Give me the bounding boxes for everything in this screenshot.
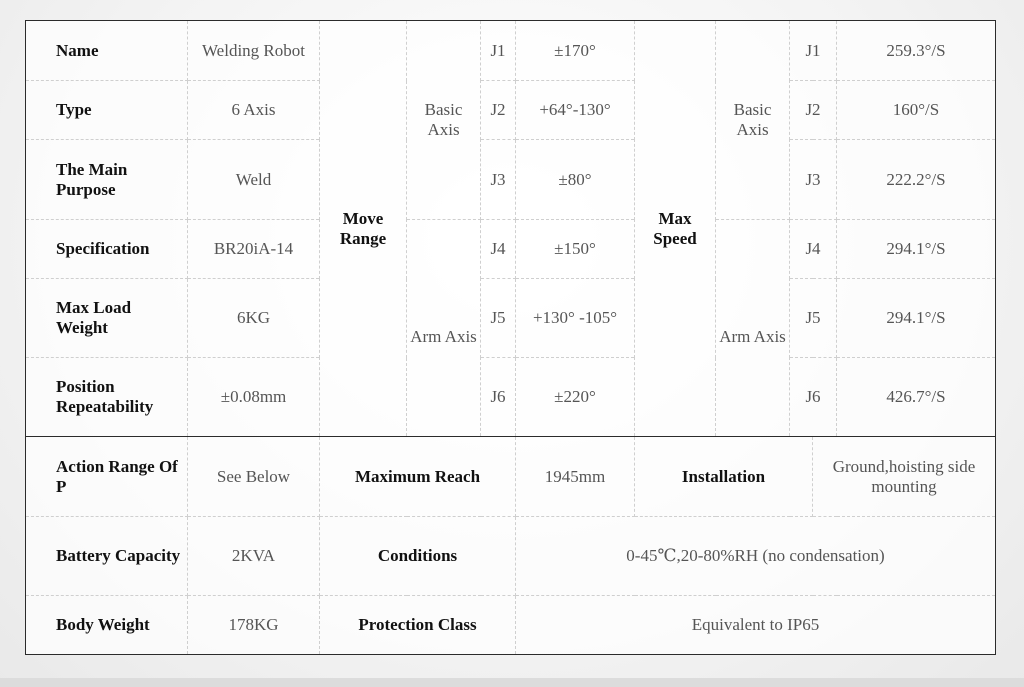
speed-joint-j4: J4 [790,220,837,279]
move-range-header: Move Range [320,21,407,437]
table-row [26,81,996,140]
label-body-weight: Body Weight [26,596,188,655]
table-row [26,140,996,220]
label-repeatability: Position Repeatability [26,358,188,437]
label-type: Type [26,81,188,140]
speed-joint-j1: J1 [790,21,837,81]
value-type: 6 Axis [188,81,320,140]
move-joint-j1: J1 [481,21,516,81]
speed-value-j5: 294.1°/S [837,279,996,358]
table-row [26,358,996,437]
speed-joint-j5: J5 [790,279,837,358]
move-joint-j3: J3 [481,140,516,220]
value-max-load: 6KG [188,279,320,358]
speed-arm-axis-label: Arm Axis [716,220,790,437]
move-value-j5: +130° -105° [516,279,635,358]
value-name: Welding Robot [188,21,320,81]
speed-joint-j6: J6 [790,358,837,437]
value-body-weight: 178KG [188,596,320,655]
table-row [26,21,996,81]
value-action-range: See Below [188,437,320,517]
table-row [26,517,996,596]
speed-value-j6: 426.7°/S [837,358,996,437]
speed-joint-j2: J2 [790,81,837,140]
label-specification: Specification [26,220,188,279]
label-max-reach: Maximum Reach [320,437,516,517]
value-protection-class: Equivalent to IP65 [516,596,996,655]
table-row [26,437,996,517]
speed-value-j4: 294.1°/S [837,220,996,279]
move-value-j1: ±170° [516,21,635,81]
label-purpose: The Main Purpose [26,140,188,220]
move-value-j3: ±80° [516,140,635,220]
move-value-j6: ±220° [516,358,635,437]
label-conditions: Conditions [320,517,516,596]
max-speed-header: Max Speed [635,21,716,437]
robot-spec-table [25,20,996,655]
table-row [26,220,996,279]
move-arm-axis-label: Arm Axis [407,220,481,437]
speed-value-j1: 259.3°/S [837,21,996,81]
move-joint-j6: J6 [481,358,516,437]
label-installation: Installation [635,437,813,517]
speed-value-j2: 160°/S [837,81,996,140]
move-value-j4: ±150° [516,220,635,279]
label-action-range: Action Range Of P [26,437,188,517]
label-protection-class: Protection Class [320,596,516,655]
table-row [26,596,996,655]
move-basic-axis-label: Basic Axis [407,21,481,220]
value-conditions: 0-45℃,20-80%RH (no condensation) [516,517,996,596]
move-joint-j2: J2 [481,81,516,140]
move-value-j2: +64°-130° [516,81,635,140]
speed-value-j3: 222.2°/S [837,140,996,220]
value-max-reach: 1945mm [516,437,635,517]
table-row [26,279,996,358]
bottom-band [0,678,1024,687]
value-installation: Ground,hoisting side mounting [813,437,996,517]
speed-joint-j3: J3 [790,140,837,220]
move-joint-j5: J5 [481,279,516,358]
value-battery: 2KVA [188,517,320,596]
value-purpose: Weld [188,140,320,220]
label-name: Name [26,21,188,81]
speed-basic-axis-label: Basic Axis [716,21,790,220]
label-max-load: Max Load Weight [26,279,188,358]
label-battery: Battery Capacity [26,517,188,596]
value-repeatability: ±0.08mm [188,358,320,437]
move-joint-j4: J4 [481,220,516,279]
value-specification: BR20iA-14 [188,220,320,279]
